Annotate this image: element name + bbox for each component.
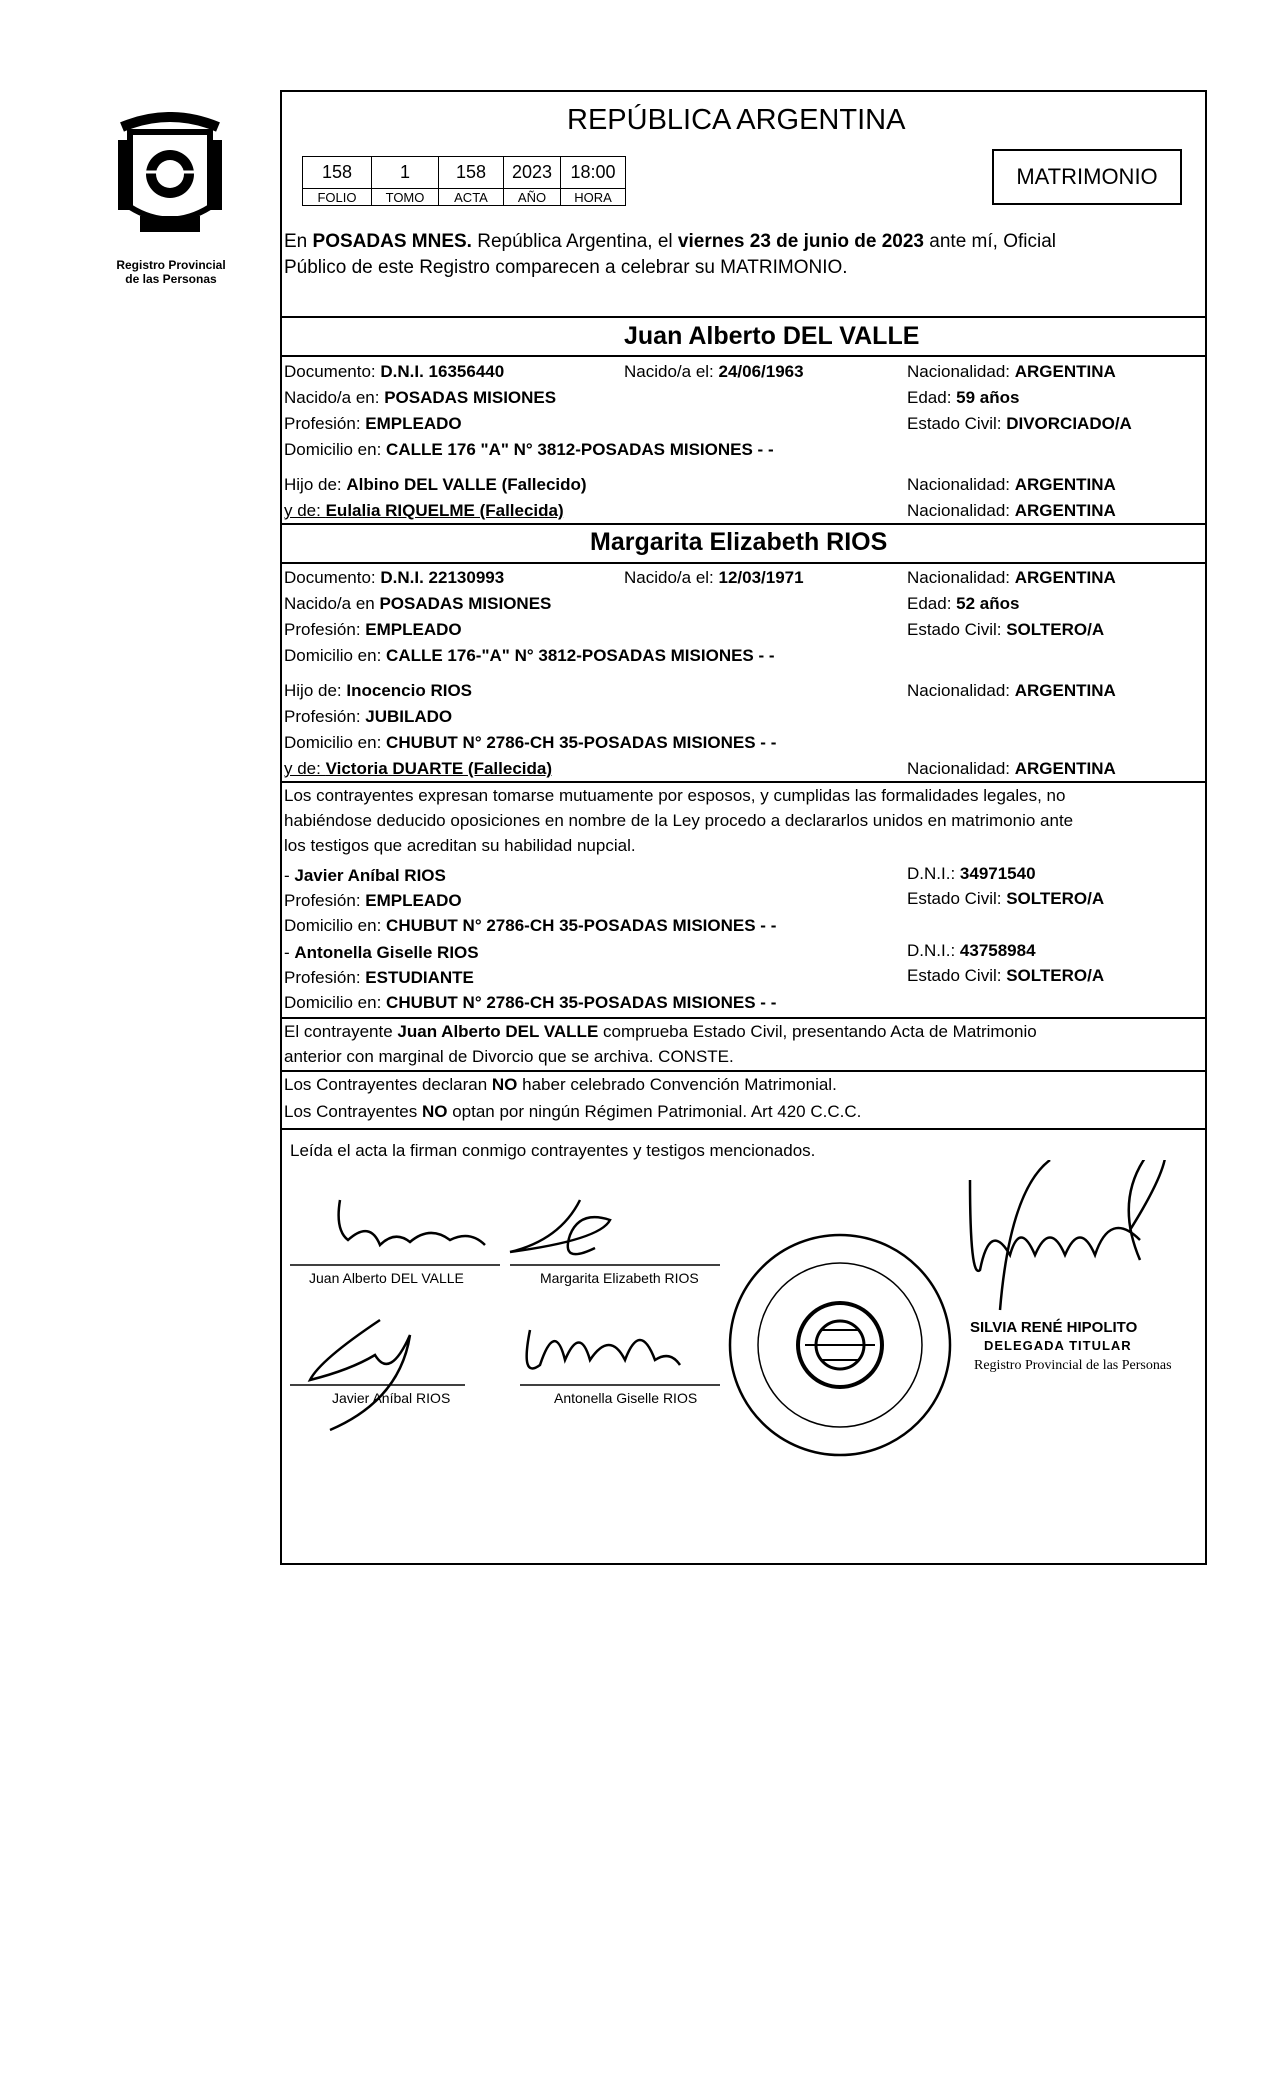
- witness2-dni: D.N.I.: 43758984: [907, 941, 1036, 960]
- spouse2-nationality: Nacionalidad: ARGENTINA: [907, 568, 1116, 587]
- spouse2-name: Margarita Elizabeth RIOS: [590, 528, 888, 556]
- folio-label: FOLIO: [303, 189, 372, 206]
- spouse2-mother: y de: Victoria DUARTE (Fallecida): [284, 759, 552, 778]
- spouse1-mother: y de: Eulalia RIQUELME (Fallecida): [284, 501, 564, 520]
- witness1-name: - Javier Aníbal RIOS: [284, 866, 446, 885]
- spouse2-father-profession: Profesión: JUBILADO: [284, 707, 453, 726]
- signature-witness2: [527, 1330, 680, 1368]
- civil-proof-line-2: anterior con marginal de Divorcio que se archiva. CONSTE.: [284, 1047, 734, 1066]
- spouse2-age: Edad: 52 años: [907, 594, 1020, 613]
- witness1-address: Domicilio en: CHUBUT N° 2786-CH 35-POSADAS MISIONES - -: [284, 916, 777, 935]
- spouse1-civil-status: Estado Civil: DIVORCIADO/A: [907, 414, 1132, 433]
- spouse1-father: Hijo de: Albino DEL VALLE (Fallecido): [284, 475, 587, 494]
- spouse2-father-nationality: Nacionalidad: ARGENTINA: [907, 681, 1116, 700]
- signature-official: [970, 1180, 1140, 1271]
- divider: [280, 316, 1207, 318]
- spouse1-nationality: Nacionalidad: ARGENTINA: [907, 362, 1116, 381]
- divider: [280, 1128, 1207, 1130]
- official-name: SILVIA RENÉ HIPOLITO: [970, 1319, 1138, 1336]
- spouse1-address: Domicilio en: CALLE 176 "A" N° 3812-POSADAS MISIONES - -: [284, 440, 774, 459]
- tomo-label: TOMO: [372, 189, 439, 206]
- divider: [280, 355, 1207, 357]
- divider: [280, 1017, 1207, 1019]
- official-org: Registro Provincial de las Personas: [974, 1358, 1172, 1373]
- intro-line-1: En POSADAS MNES. República Argentina, el viernes 23 de junio de 2023 ante mí, Oficial: [284, 231, 1056, 252]
- year-value: 2023: [504, 157, 561, 189]
- divider: [280, 1070, 1207, 1072]
- spouse1-document: Documento: D.N.I. 16356440: [284, 362, 505, 381]
- signature-label-spouse1: Juan Alberto DEL VALLE: [309, 1270, 464, 1286]
- spouse2-document: Documento: D.N.I. 22130993: [284, 568, 505, 587]
- logo-caption: Registro Provincial de las Personas: [116, 258, 226, 286]
- declaration-line-2: habiéndose deducido oposiciones en nombre de la Ley procedo a declararlos unidos en matrimonio ante: [284, 811, 1074, 830]
- signature-label-spouse2: Margarita Elizabeth RIOS: [540, 1270, 699, 1286]
- spouse2-birthdate: Nacido/a el: 12/03/1971: [624, 568, 804, 587]
- signatures-intro: Leída el acta la firman conmigo contrayentes y testigos mencionados.: [290, 1141, 816, 1160]
- spouse2-civil-status: Estado Civil: SOLTERO/A: [907, 620, 1105, 639]
- divider: [280, 562, 1207, 564]
- signature-spouse2: [510, 1200, 610, 1254]
- spouse1-mother-nationality: Nacionalidad: ARGENTINA: [907, 501, 1116, 520]
- spouse1-birthdate: Nacido/a el: 24/06/1963: [624, 362, 804, 381]
- time-value: 18:00: [561, 157, 626, 189]
- folio-value: 158: [303, 157, 372, 189]
- signature-label-witness2: Antonella Giselle RIOS: [554, 1390, 698, 1406]
- spouse1-profession: Profesión: EMPLEADO: [284, 414, 462, 433]
- witness2-name: - Antonella Giselle RIOS: [284, 943, 479, 962]
- spouse2-address: Domicilio en: CALLE 176-"A" N° 3812-POSADAS MISIONES - -: [284, 646, 775, 665]
- declaration-line-1: Los contrayentes expresan tomarse mutuamente por esposos, y cumplidas las formalidades legales, no: [284, 786, 1066, 805]
- divider: [280, 523, 1207, 525]
- regime-line-1: Los Contrayentes declaran NO haber celebrado Convención Matrimonial.: [284, 1075, 837, 1094]
- spouse2-father-address: Domicilio en: CHUBUT N° 2786-CH 35-POSADAS MISIONES - -: [284, 733, 777, 752]
- declaration-line-3: los testigos que acreditan su habilidad nupcial.: [284, 836, 636, 855]
- spouse2-profession: Profesión: EMPLEADO: [284, 620, 462, 639]
- signature-witness1: [310, 1320, 410, 1430]
- regime-line-2: Los Contrayentes NO optan por ningún Régimen Patrimonial. Art 420 C.C.C.: [284, 1102, 862, 1121]
- acta-label: ACTA: [439, 189, 504, 206]
- spouse1-name: Juan Alberto DEL VALLE: [624, 322, 920, 350]
- witness2-address: Domicilio en: CHUBUT N° 2786-CH 35-POSADAS MISIONES - -: [284, 993, 777, 1012]
- spouse1-birthplace: Nacido/a en: POSADAS MISIONES: [284, 388, 557, 407]
- year-label: AÑO: [504, 189, 561, 206]
- official-seal: [730, 1235, 950, 1455]
- intro-line-2: Público de este Registro comparecen a celebrar su MATRIMONIO.: [284, 257, 848, 278]
- acta-value: 158: [439, 157, 504, 189]
- tomo-value: 1: [372, 157, 439, 189]
- divider: [280, 781, 1207, 783]
- spouse2-birthplace: Nacido/a en POSADAS MISIONES: [284, 594, 552, 613]
- witness1-civil-status: Estado Civil: SOLTERO/A: [907, 889, 1105, 908]
- act-type-box: MATRIMONIO: [992, 149, 1182, 205]
- spouse1-age: Edad: 59 años: [907, 388, 1020, 407]
- page-title: REPÚBLICA ARGENTINA: [567, 104, 906, 136]
- time-label: HORA: [561, 189, 626, 206]
- provincial-emblem-icon: [100, 112, 240, 262]
- spouse2-mother-nationality: Nacionalidad: ARGENTINA: [907, 759, 1116, 778]
- registry-data-table: [302, 156, 626, 206]
- signature-label-witness1: Javier Aníbal RIOS: [332, 1390, 451, 1406]
- witness1-dni: D.N.I.: 34971540: [907, 864, 1036, 883]
- official-title: DELEGADA TITULAR: [984, 1338, 1132, 1353]
- witness2-profession: Profesión: ESTUDIANTE: [284, 968, 474, 987]
- spouse1-father-nationality: Nacionalidad: ARGENTINA: [907, 475, 1116, 494]
- witness1-profession: Profesión: EMPLEADO: [284, 891, 462, 910]
- civil-proof-line-1: El contrayente Juan Alberto DEL VALLE comprueba Estado Civil, presentando Acta de Matrimonio: [284, 1022, 1037, 1041]
- spouse2-father: Hijo de: Inocencio RIOS: [284, 681, 473, 700]
- signature-spouse1: [339, 1200, 485, 1245]
- witness2-civil-status: Estado Civil: SOLTERO/A: [907, 966, 1105, 985]
- registry-logo: [100, 112, 240, 260]
